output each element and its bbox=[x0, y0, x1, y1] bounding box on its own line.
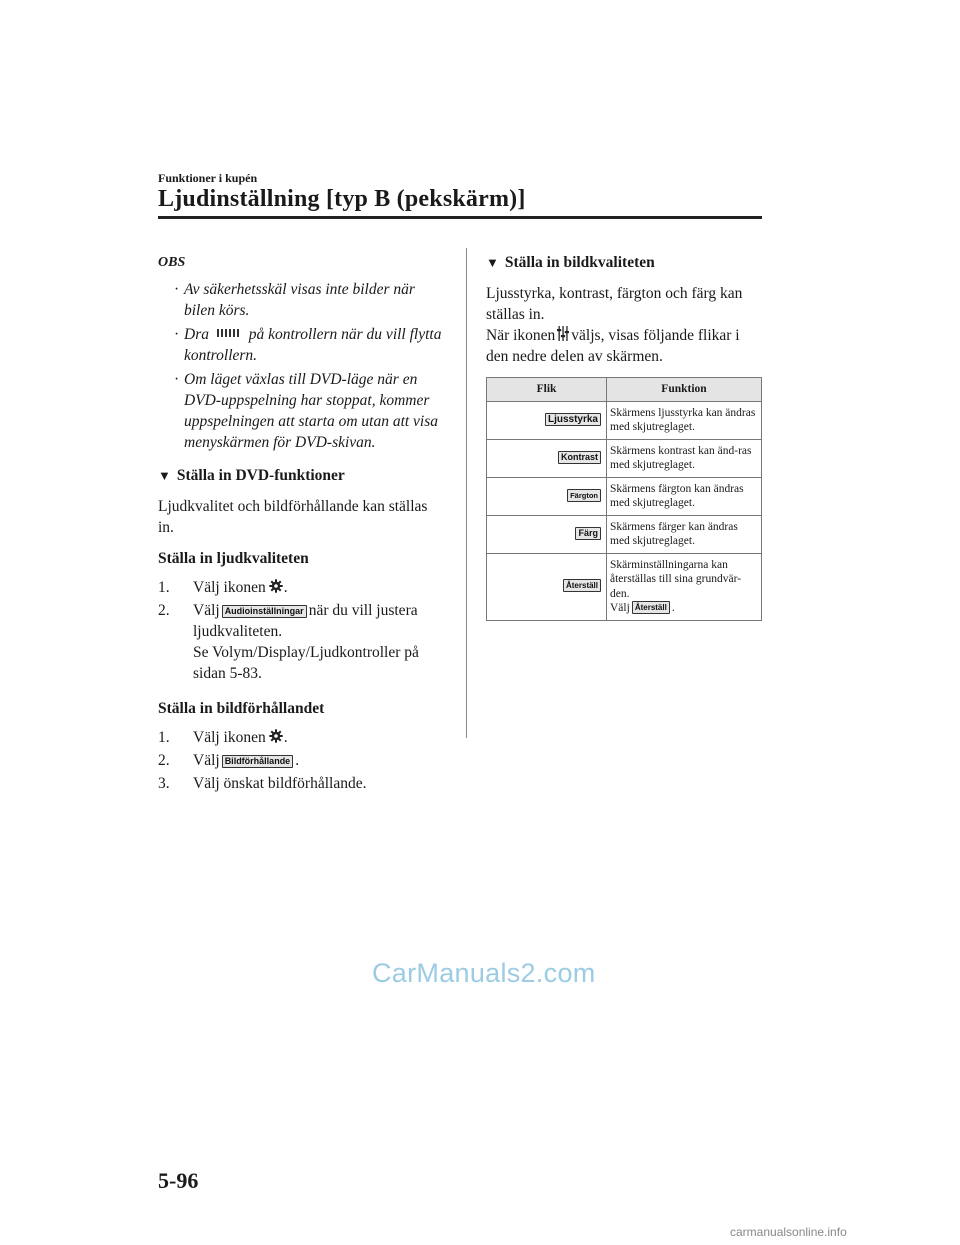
table-cell-desc: Skärmens färger kan ändras med skjutreglaget. bbox=[607, 515, 762, 553]
table-header-tab: Flik bbox=[487, 378, 607, 402]
table-cell-desc: Skärmens färgton kan ändras med skjutreglaget. bbox=[607, 477, 762, 515]
audio-step-reference: Se Volym/Display/Ljudkontroller på sidan 5-83. bbox=[193, 644, 419, 682]
left-column bbox=[158, 252, 443, 796]
function-table bbox=[486, 377, 762, 621]
column-divider bbox=[466, 248, 467, 738]
aspect-step-3: 3. Välj önskat bildförhållande. bbox=[158, 775, 367, 792]
contrast-tab-button: Kontrast bbox=[558, 451, 601, 464]
reset-button: Återställ bbox=[632, 601, 670, 614]
audio-step-2: 2. Välj Audioinställningar när du vill justera ljudkvaliteten. Se Volym/Display/Ljudkontroller på sidan 5-83. bbox=[158, 602, 419, 682]
aspect-heading: Ställa in bildförhållandet bbox=[158, 700, 325, 717]
obs-heading: OBS bbox=[158, 255, 186, 270]
note-item bbox=[158, 324, 443, 366]
picture-intro: Ljusstyrka, kontrast, färgton och färg kan ställas in. bbox=[486, 285, 743, 323]
picture-intro-2: När ikonen väljs, visas följande flikar i den nedre delen av skärmen. bbox=[486, 327, 740, 365]
bullet-icon: · bbox=[174, 371, 180, 388]
footer-site-text: carmanualsonline.info bbox=[730, 1225, 847, 1239]
reset-tab-button: Återställ bbox=[563, 579, 601, 592]
watermark-logo: CarManuals2.com bbox=[372, 958, 596, 988]
title-rule bbox=[158, 216, 762, 219]
note-item bbox=[158, 279, 443, 321]
table-cell-desc: Skärmens ljusstyrka kan ändras med skjutreglaget. bbox=[607, 401, 762, 439]
triangle-down-icon: ▼ bbox=[158, 468, 171, 483]
audio-settings-button: Audioinställningar bbox=[222, 605, 307, 618]
table-row bbox=[487, 401, 762, 439]
page-title: Ljudinställning [typ B (pekskärm)] bbox=[158, 186, 526, 212]
gear-icon bbox=[269, 729, 283, 743]
aspect-step-2: 2. Välj Bildförhållande . bbox=[158, 752, 300, 769]
audio-heading: Ställa in ljudkvaliteten bbox=[158, 550, 309, 567]
table-row bbox=[487, 553, 762, 620]
aspect-step-1: 1. Välj ikonen . bbox=[158, 729, 288, 746]
table-cell-desc: Skärmens kontrast kan änd-ras med skjutreglaget. bbox=[607, 439, 762, 477]
note-text: Av säkerhetsskäl visas inte bilder när bilen körs. bbox=[184, 281, 415, 319]
right-column bbox=[486, 252, 762, 621]
note-text-drag-rest: på kontrollern när du vill flytta kontrollern. bbox=[184, 326, 442, 364]
table-header-function: Funktion bbox=[607, 378, 762, 402]
bullet-icon: · bbox=[174, 326, 180, 343]
page-number: 5-96 bbox=[158, 1168, 199, 1193]
slider-adjust-icon bbox=[557, 325, 569, 342]
gear-icon bbox=[269, 579, 283, 593]
table-row bbox=[487, 515, 762, 553]
table-row bbox=[487, 439, 762, 477]
note-text: Om läget växlas till DVD-läge när en DVD-uppspelning har stoppat, kommer uppspelningen att starta om utan att visa menyskärmen för DVD-skivan. bbox=[184, 371, 439, 451]
color-tab-button: Färg bbox=[575, 527, 601, 540]
dvd-intro: Ljudkvalitet och bildförhållande kan ställas in. bbox=[158, 498, 428, 536]
section-heading-picture: ▼ Ställa in bildkvaliteten bbox=[486, 254, 655, 271]
note-item bbox=[158, 369, 443, 453]
bullet-icon: · bbox=[174, 281, 180, 298]
section-label: Funktioner i kupén bbox=[158, 171, 258, 185]
tint-tab-button: Färgton bbox=[567, 489, 601, 502]
aspect-ratio-button: Bildförhållande bbox=[222, 755, 294, 768]
drag-handle-icon bbox=[216, 328, 242, 338]
note-text-drag: Dra bbox=[184, 326, 209, 343]
table-row bbox=[487, 477, 762, 515]
section-heading-dvd: ▼ Ställa in DVD-funktioner bbox=[158, 467, 345, 484]
audio-step-1: 1. Välj ikonen . bbox=[158, 579, 288, 596]
triangle-down-icon: ▼ bbox=[486, 255, 499, 270]
brightness-tab-button: Ljusstyrka bbox=[545, 413, 601, 426]
table-cell-desc: Skärminställningarna kan återställas till sina grundvär-den. Välj Återställ . bbox=[607, 553, 762, 620]
